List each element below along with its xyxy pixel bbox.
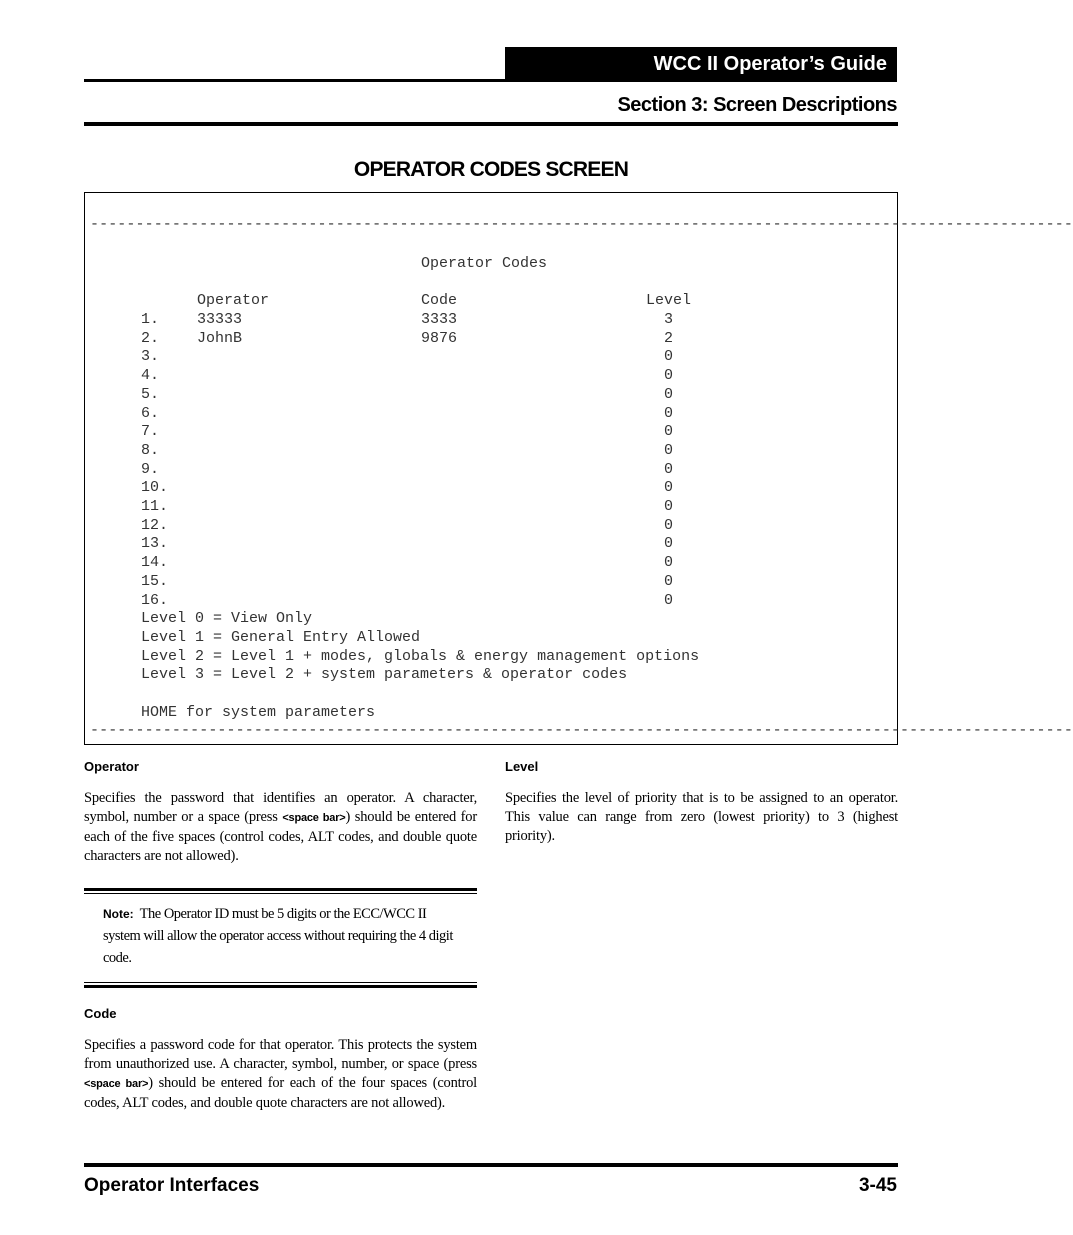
- level-legend-0: Level 0 = View Only: [141, 610, 313, 627]
- row-number: 7.: [141, 423, 160, 440]
- row-operator: 33333: [197, 311, 243, 328]
- row-number: 9.: [141, 461, 160, 478]
- row-level: 0: [664, 479, 674, 496]
- row-number: 3.: [141, 348, 160, 365]
- row-code: 9876: [421, 330, 458, 347]
- row-level: 0: [664, 423, 674, 440]
- home-hint: HOME for system parameters: [141, 704, 376, 721]
- row-number: 4.: [141, 367, 160, 384]
- section-rule: [84, 122, 898, 126]
- row-level: 0: [664, 517, 674, 534]
- row-number: 10.: [141, 479, 169, 496]
- row-number: 12.: [141, 517, 169, 534]
- row-level: 0: [664, 592, 674, 609]
- screen-title: OPERATOR CODES SCREEN: [353, 158, 629, 181]
- space-bar-key: <space bar>: [282, 812, 346, 824]
- row-number: 8.: [141, 442, 160, 459]
- row-number: 13.: [141, 535, 169, 552]
- note: Note: The Operator ID must be 5 digits or the ECC/WCC II system will allow the operator access without requiring the 4 digit code.: [103, 906, 453, 966]
- row-level: 0: [664, 498, 674, 515]
- note-bottom-rule: [84, 982, 477, 988]
- row-number: 15.: [141, 573, 169, 590]
- row-level: 0: [664, 367, 674, 384]
- terminal-bottom-border: ------------------------------------------------------------------------------------------------------------: [90, 722, 1073, 739]
- level-legend-2: Level 2 = Level 1 + modes, globals & energy management options: [141, 648, 700, 665]
- row-code: 3333: [421, 311, 458, 328]
- row-operator: JohnB: [197, 330, 243, 347]
- row-level: 0: [664, 348, 674, 365]
- terminal-top-border: ------------------------------------------------------------------------------------------------------------: [90, 216, 1073, 233]
- row-number: 2.: [141, 330, 160, 347]
- note-top-rule: [84, 888, 477, 894]
- column-header-code: Code: [421, 292, 458, 309]
- header-rule: [84, 79, 505, 82]
- level-description: Specifies the level of priority that is to be assigned to an operator. This value can range from zero (lowest priority) to 3 (highest priority).: [505, 790, 898, 844]
- row-number: 5.: [141, 386, 160, 403]
- footer-rule: [84, 1163, 898, 1167]
- row-number: 11.: [141, 498, 169, 515]
- code-description: Specifies a password code for that operator. This protects the system from unauthorized use. A character, symbol, number, or space (press <space bar>) should be entered for each of the four spaces (control codes, ALT codes, and double quote characters are not allowed).: [84, 1037, 477, 1111]
- level-legend-1: Level 1 = General Entry Allowed: [141, 629, 421, 646]
- row-level: 0: [664, 461, 674, 478]
- row-number: 1.: [141, 311, 160, 328]
- row-number: 14.: [141, 554, 169, 571]
- row-level: 0: [664, 554, 674, 571]
- section-title: Section 3: Screen Descriptions: [617, 94, 897, 116]
- page-number: 3-45: [858, 1175, 897, 1196]
- operator-heading: Operator: [84, 759, 139, 774]
- footer-section-name: Operator Interfaces: [84, 1175, 260, 1196]
- level-heading: Level: [505, 759, 539, 774]
- note-label: Note:: [103, 907, 134, 921]
- operator-description: Specifies the password that identifies an operator. A character, symbol, number or a space (press <space bar>) should be entered for each of the five spaces (control codes, ALT codes, and double quote characters are not allowed).: [84, 790, 477, 864]
- row-level: 3: [664, 311, 674, 328]
- row-level: 2: [664, 330, 674, 347]
- row-level: 0: [664, 573, 674, 590]
- row-number: 6.: [141, 405, 160, 422]
- column-header-level: Level: [646, 292, 692, 309]
- row-number: 16.: [141, 592, 169, 609]
- code-heading: Code: [84, 1006, 117, 1021]
- row-level: 0: [664, 386, 674, 403]
- level-legend-3: Level 3 = Level 2 + system parameters & operator codes: [141, 666, 628, 683]
- row-level: 0: [664, 442, 674, 459]
- terminal-screen: [84, 192, 1073, 745]
- terminal-heading: Operator Codes: [421, 255, 548, 272]
- column-header-operator: Operator: [197, 292, 270, 309]
- space-bar-key: <space bar>: [84, 1078, 149, 1090]
- row-level: 0: [664, 535, 674, 552]
- row-level: 0: [664, 405, 674, 422]
- guide-title: WCC II Operator’s Guide: [505, 47, 897, 82]
